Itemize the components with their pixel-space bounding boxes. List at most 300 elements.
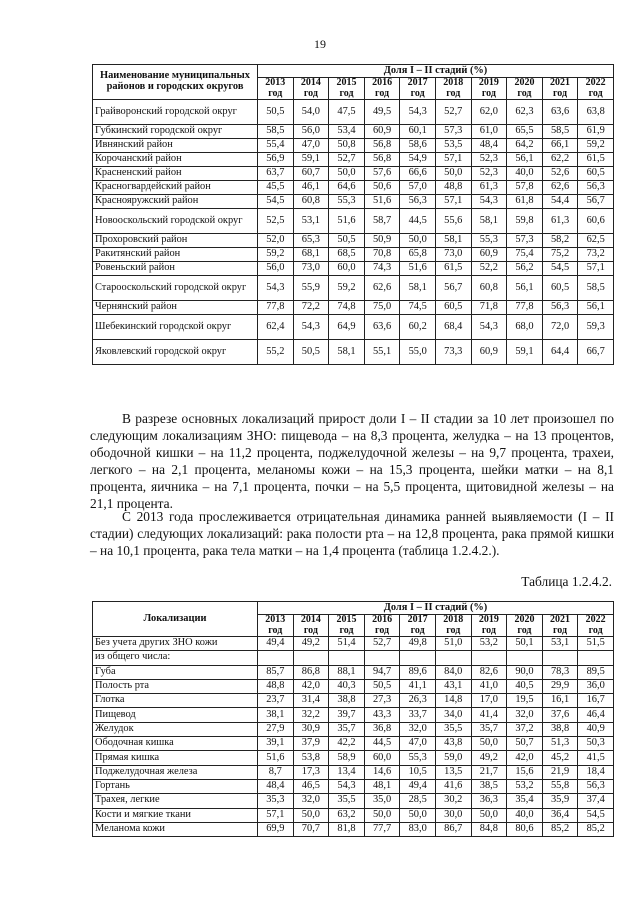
row-name: Красненский район [93, 167, 258, 181]
value-cell: 55,0 [400, 340, 436, 365]
value-cell: 37,2 [507, 722, 543, 736]
table-row [93, 765, 614, 779]
value-cell: 51,6 [364, 195, 400, 209]
row-name: Новооскольский городской округ [93, 209, 258, 234]
value-cell: 49,5 [364, 100, 400, 125]
row-name: Грайворонский городской округ [93, 100, 258, 125]
value-cell: 49,4 [258, 637, 294, 651]
value-cell: 56,7 [435, 276, 471, 301]
year-number: 2022 [585, 77, 606, 88]
value-cell: 77,8 [258, 301, 294, 315]
empty-cell [507, 651, 543, 665]
value-cell: 60,7 [293, 167, 329, 181]
value-cell: 29,9 [542, 679, 578, 693]
value-cell: 56,9 [258, 153, 294, 167]
value-cell: 52,0 [258, 234, 294, 248]
value-cell: 55,1 [364, 340, 400, 365]
value-cell: 55,6 [435, 209, 471, 234]
year-header [507, 615, 543, 637]
year-suffix: год [339, 87, 354, 99]
value-cell: 58,5 [578, 276, 614, 301]
value-cell: 13,5 [435, 765, 471, 779]
year-number: 2016 [372, 614, 393, 625]
value-cell: 54,0 [293, 100, 329, 125]
value-cell: 68,5 [329, 248, 365, 262]
value-cell: 54,3 [258, 276, 294, 301]
value-cell: 59,8 [507, 209, 543, 234]
value-cell: 17,0 [471, 694, 507, 708]
value-cell: 65,5 [507, 125, 543, 139]
value-cell: 78,3 [542, 665, 578, 679]
value-cell: 51,6 [329, 209, 365, 234]
value-cell: 35,7 [329, 722, 365, 736]
value-cell: 41,0 [471, 679, 507, 693]
value-cell: 52,3 [471, 167, 507, 181]
value-cell: 94,7 [364, 665, 400, 679]
year-suffix: год [446, 87, 461, 99]
value-cell: 50,0 [471, 808, 507, 822]
value-cell: 33,7 [400, 708, 436, 722]
row-name: Корочанский район [93, 153, 258, 167]
year-suffix: год [481, 624, 496, 636]
value-cell: 70,7 [293, 822, 329, 836]
value-cell: 61,5 [435, 262, 471, 276]
row-name: Чернянский район [93, 301, 258, 315]
value-cell: 55,4 [258, 139, 294, 153]
value-cell: 21,7 [471, 765, 507, 779]
subheader-row [93, 651, 614, 665]
year-number: 2014 [300, 614, 321, 625]
row-name: Старооскольский городской округ [93, 276, 258, 301]
paragraph-negative [90, 508, 614, 559]
year-suffix: год [517, 624, 532, 636]
value-cell: 16,7 [578, 694, 614, 708]
value-cell: 56,8 [364, 153, 400, 167]
value-cell: 44,5 [364, 737, 400, 751]
value-cell: 75,2 [542, 248, 578, 262]
value-cell: 54,5 [542, 262, 578, 276]
value-cell: 14,6 [364, 765, 400, 779]
value-cell: 50,9 [364, 234, 400, 248]
value-cell: 48,4 [471, 139, 507, 153]
value-cell: 42,2 [329, 737, 365, 751]
value-cell: 46,4 [578, 708, 614, 722]
value-cell: 58,2 [542, 234, 578, 248]
value-cell: 50,0 [471, 737, 507, 751]
value-cell: 53,2 [507, 779, 543, 793]
value-cell: 58,5 [542, 125, 578, 139]
value-cell: 83,0 [400, 822, 436, 836]
value-cell: 51,3 [542, 737, 578, 751]
year-number: 2017 [407, 614, 428, 625]
table-row [93, 808, 614, 822]
value-cell: 56,1 [578, 301, 614, 315]
value-cell: 56,0 [293, 125, 329, 139]
value-cell: 70,8 [364, 248, 400, 262]
value-cell: 50,0 [364, 808, 400, 822]
row-name: Гортань [93, 779, 258, 793]
value-cell: 54,3 [471, 195, 507, 209]
value-cell: 56,7 [578, 195, 614, 209]
value-cell: 50,0 [293, 808, 329, 822]
value-cell: 56,2 [507, 262, 543, 276]
year-header [435, 615, 471, 637]
row-name: Ровеньский район [93, 262, 258, 276]
value-cell: 13,4 [329, 765, 365, 779]
value-cell: 49,8 [400, 637, 436, 651]
table-row [93, 139, 614, 153]
value-cell: 50,0 [329, 167, 365, 181]
table-row [93, 248, 614, 262]
value-cell: 64,2 [507, 139, 543, 153]
value-cell: 75,0 [364, 301, 400, 315]
empty-cell [364, 651, 400, 665]
value-cell: 58,6 [400, 139, 436, 153]
value-cell: 42,0 [507, 751, 543, 765]
table-row [93, 822, 614, 836]
value-cell: 60,9 [471, 248, 507, 262]
value-cell: 68,1 [293, 248, 329, 262]
value-cell: 63,7 [258, 167, 294, 181]
value-cell: 38,5 [471, 779, 507, 793]
value-cell: 36,3 [471, 794, 507, 808]
value-cell: 28,5 [400, 794, 436, 808]
value-cell: 48,4 [258, 779, 294, 793]
value-cell: 50,5 [293, 340, 329, 365]
value-cell: 48,1 [364, 779, 400, 793]
value-cell: 32,0 [507, 708, 543, 722]
row-name: Яковлевский городской округ [93, 340, 258, 365]
table-row [93, 276, 614, 301]
value-cell: 50,1 [507, 637, 543, 651]
value-cell: 52,6 [542, 167, 578, 181]
table-row [93, 722, 614, 736]
value-cell: 71,8 [471, 301, 507, 315]
value-cell: 45,5 [258, 181, 294, 195]
value-cell: 65,3 [293, 234, 329, 248]
value-cell: 61,9 [578, 125, 614, 139]
value-cell: 58,1 [400, 276, 436, 301]
value-cell: 63,6 [542, 100, 578, 125]
value-cell: 62,6 [364, 276, 400, 301]
year-number: 2013 [265, 77, 286, 88]
value-cell: 73,0 [435, 248, 471, 262]
year-number: 2019 [478, 614, 499, 625]
value-cell: 59,3 [578, 315, 614, 340]
value-cell: 46,5 [293, 779, 329, 793]
row-name: Без учета других ЗНО кожи [93, 637, 258, 651]
value-cell: 10,5 [400, 765, 436, 779]
value-cell: 77,8 [507, 301, 543, 315]
row-name: Красногвардейский район [93, 181, 258, 195]
value-cell: 19,5 [507, 694, 543, 708]
value-cell: 54,4 [542, 195, 578, 209]
value-cell: 60,0 [364, 751, 400, 765]
value-cell: 27,9 [258, 722, 294, 736]
value-cell: 35,7 [471, 722, 507, 736]
row-name: Желудок [93, 722, 258, 736]
value-cell: 34,0 [435, 708, 471, 722]
table-row [93, 751, 614, 765]
value-cell: 62,3 [507, 100, 543, 125]
value-cell: 62,0 [471, 100, 507, 125]
value-cell: 56,3 [542, 301, 578, 315]
value-cell: 86,7 [435, 822, 471, 836]
table-row [93, 637, 614, 651]
table2-header-name: Локализации [93, 602, 258, 637]
value-cell: 57,1 [435, 195, 471, 209]
year-header [258, 615, 294, 637]
value-cell: 50,5 [364, 679, 400, 693]
value-cell: 80,6 [507, 822, 543, 836]
table1-header-name: Наименование муниципальных районов и городских округов [93, 65, 258, 100]
value-cell: 61,3 [471, 181, 507, 195]
value-cell: 56,1 [507, 276, 543, 301]
table2-caption: Таблица 1.2.4.2. [521, 574, 612, 589]
value-cell: 59,1 [293, 153, 329, 167]
year-suffix: год [553, 624, 568, 636]
value-cell: 50,0 [400, 234, 436, 248]
value-cell: 41,6 [435, 779, 471, 793]
value-cell: 64,9 [329, 315, 365, 340]
row-name: Краснояружский район [93, 195, 258, 209]
value-cell: 53,8 [293, 751, 329, 765]
row-name: Губа [93, 665, 258, 679]
value-cell: 51,6 [258, 751, 294, 765]
row-name: Прохоровский район [93, 234, 258, 248]
value-cell: 21,9 [542, 765, 578, 779]
value-cell: 73,3 [435, 340, 471, 365]
value-cell: 56,3 [578, 181, 614, 195]
value-cell: 41,4 [471, 708, 507, 722]
value-cell: 59,2 [258, 248, 294, 262]
value-cell: 49,4 [400, 779, 436, 793]
year-header [400, 615, 436, 637]
value-cell: 60,8 [471, 276, 507, 301]
table-row [93, 167, 614, 181]
value-cell: 16,1 [542, 694, 578, 708]
year-header [435, 78, 471, 100]
row-name: Шебекинский городской округ [93, 315, 258, 340]
value-cell: 38,1 [258, 708, 294, 722]
year-suffix: год [588, 87, 603, 99]
value-cell: 40,0 [507, 167, 543, 181]
table-row [93, 737, 614, 751]
value-cell: 50,0 [435, 167, 471, 181]
value-cell: 47,5 [329, 100, 365, 125]
value-cell: 81,8 [329, 822, 365, 836]
table-row [93, 181, 614, 195]
year-number: 2015 [336, 614, 357, 625]
value-cell: 50,5 [258, 100, 294, 125]
year-header [364, 78, 400, 100]
table-row [93, 153, 614, 167]
year-suffix: год [303, 624, 318, 636]
value-cell: 66,1 [542, 139, 578, 153]
empty-cell [435, 651, 471, 665]
year-suffix: год [553, 87, 568, 99]
year-header [329, 615, 365, 637]
value-cell: 37,4 [578, 794, 614, 808]
localizations-table [92, 601, 614, 837]
subheader-label: из общего числа: [93, 651, 258, 665]
year-header [507, 78, 543, 100]
empty-cell [542, 651, 578, 665]
value-cell: 35,4 [507, 794, 543, 808]
value-cell: 60,9 [471, 340, 507, 365]
year-header [364, 615, 400, 637]
table-row [93, 262, 614, 276]
table2-header-dola: Доля I – II стадий (%) [258, 602, 614, 615]
value-cell: 55,2 [258, 340, 294, 365]
value-cell: 53,1 [293, 209, 329, 234]
value-cell: 50,8 [329, 139, 365, 153]
value-cell: 57,6 [364, 167, 400, 181]
value-cell: 41,5 [578, 751, 614, 765]
value-cell: 36,8 [364, 722, 400, 736]
table-row [93, 125, 614, 139]
year-suffix: год [339, 624, 354, 636]
year-number: 2018 [443, 77, 464, 88]
value-cell: 43,1 [435, 679, 471, 693]
value-cell: 54,5 [258, 195, 294, 209]
value-cell: 38,8 [329, 694, 365, 708]
table1-body [93, 100, 614, 365]
value-cell: 36,0 [578, 679, 614, 693]
value-cell: 32,0 [400, 722, 436, 736]
value-cell: 53,5 [435, 139, 471, 153]
value-cell: 53,1 [542, 637, 578, 651]
value-cell: 26,3 [400, 694, 436, 708]
value-cell: 64,4 [542, 340, 578, 365]
value-cell: 55,3 [329, 195, 365, 209]
value-cell: 74,3 [364, 262, 400, 276]
value-cell: 59,1 [507, 340, 543, 365]
value-cell: 75,4 [507, 248, 543, 262]
value-cell: 58,1 [435, 234, 471, 248]
value-cell: 35,5 [435, 722, 471, 736]
value-cell: 63,8 [578, 100, 614, 125]
value-cell: 73,0 [293, 262, 329, 276]
value-cell: 14,8 [435, 694, 471, 708]
value-cell: 30,2 [435, 794, 471, 808]
value-cell: 50,7 [507, 737, 543, 751]
value-cell: 62,4 [258, 315, 294, 340]
table-row [93, 195, 614, 209]
value-cell: 56,1 [507, 153, 543, 167]
year-header [471, 615, 507, 637]
value-cell: 8,7 [258, 765, 294, 779]
value-cell: 60,6 [578, 209, 614, 234]
value-cell: 61,3 [542, 209, 578, 234]
value-cell: 82,6 [471, 665, 507, 679]
value-cell: 54,5 [578, 808, 614, 822]
value-cell: 56,3 [578, 779, 614, 793]
value-cell: 63,2 [329, 808, 365, 822]
year-header [293, 78, 329, 100]
value-cell: 52,7 [329, 153, 365, 167]
value-cell: 52,7 [435, 100, 471, 125]
row-name: Поджелудочная железа [93, 765, 258, 779]
value-cell: 41,1 [400, 679, 436, 693]
row-name: Ракитянский район [93, 248, 258, 262]
row-name: Меланома кожи [93, 822, 258, 836]
empty-cell [258, 651, 294, 665]
year-number: 2019 [478, 77, 499, 88]
row-name: Губкинский городской округ [93, 125, 258, 139]
value-cell: 50,3 [578, 737, 614, 751]
value-cell: 58,5 [258, 125, 294, 139]
value-cell: 84,0 [435, 665, 471, 679]
value-cell: 85,2 [578, 822, 614, 836]
value-cell: 54,3 [293, 315, 329, 340]
empty-cell [578, 651, 614, 665]
value-cell: 89,5 [578, 665, 614, 679]
value-cell: 40,0 [507, 808, 543, 822]
row-name: Ободочная кишка [93, 737, 258, 751]
year-number: 2014 [300, 77, 321, 88]
empty-cell [471, 651, 507, 665]
value-cell: 74,5 [400, 301, 436, 315]
value-cell: 61,8 [507, 195, 543, 209]
value-cell: 52,5 [258, 209, 294, 234]
value-cell: 58,1 [329, 340, 365, 365]
value-cell: 57,3 [507, 234, 543, 248]
value-cell: 89,6 [400, 665, 436, 679]
table-row [93, 794, 614, 808]
year-suffix: год [446, 624, 461, 636]
table-row [93, 779, 614, 793]
year-number: 2016 [372, 77, 393, 88]
value-cell: 37,6 [542, 708, 578, 722]
value-cell: 37,9 [293, 737, 329, 751]
value-cell: 88,1 [329, 665, 365, 679]
year-suffix: год [375, 624, 390, 636]
table-row [93, 100, 614, 125]
value-cell: 51,4 [329, 637, 365, 651]
value-cell: 38,8 [542, 722, 578, 736]
value-cell: 72,2 [293, 301, 329, 315]
value-cell: 62,6 [542, 181, 578, 195]
year-suffix: год [410, 624, 425, 636]
value-cell: 43,8 [435, 737, 471, 751]
value-cell: 55,3 [400, 751, 436, 765]
value-cell: 40,5 [507, 679, 543, 693]
value-cell: 57,1 [258, 808, 294, 822]
value-cell: 51,5 [578, 637, 614, 651]
year-header [578, 78, 614, 100]
value-cell: 47,0 [400, 737, 436, 751]
value-cell: 57,1 [435, 153, 471, 167]
value-cell: 66,7 [578, 340, 614, 365]
value-cell: 30,0 [435, 808, 471, 822]
year-number: 2020 [514, 614, 535, 625]
value-cell: 68,4 [435, 315, 471, 340]
value-cell: 57,3 [435, 125, 471, 139]
year-header [542, 78, 578, 100]
value-cell: 15,6 [507, 765, 543, 779]
value-cell: 52,2 [471, 262, 507, 276]
table1-header-dola: Доля I – II стадий (%) [258, 65, 614, 78]
value-cell: 39,1 [258, 737, 294, 751]
value-cell: 35,9 [542, 794, 578, 808]
value-cell: 62,2 [542, 153, 578, 167]
value-cell: 47,0 [293, 139, 329, 153]
year-header [258, 78, 294, 100]
year-header [471, 78, 507, 100]
value-cell: 60,0 [329, 262, 365, 276]
year-suffix: год [268, 87, 283, 99]
